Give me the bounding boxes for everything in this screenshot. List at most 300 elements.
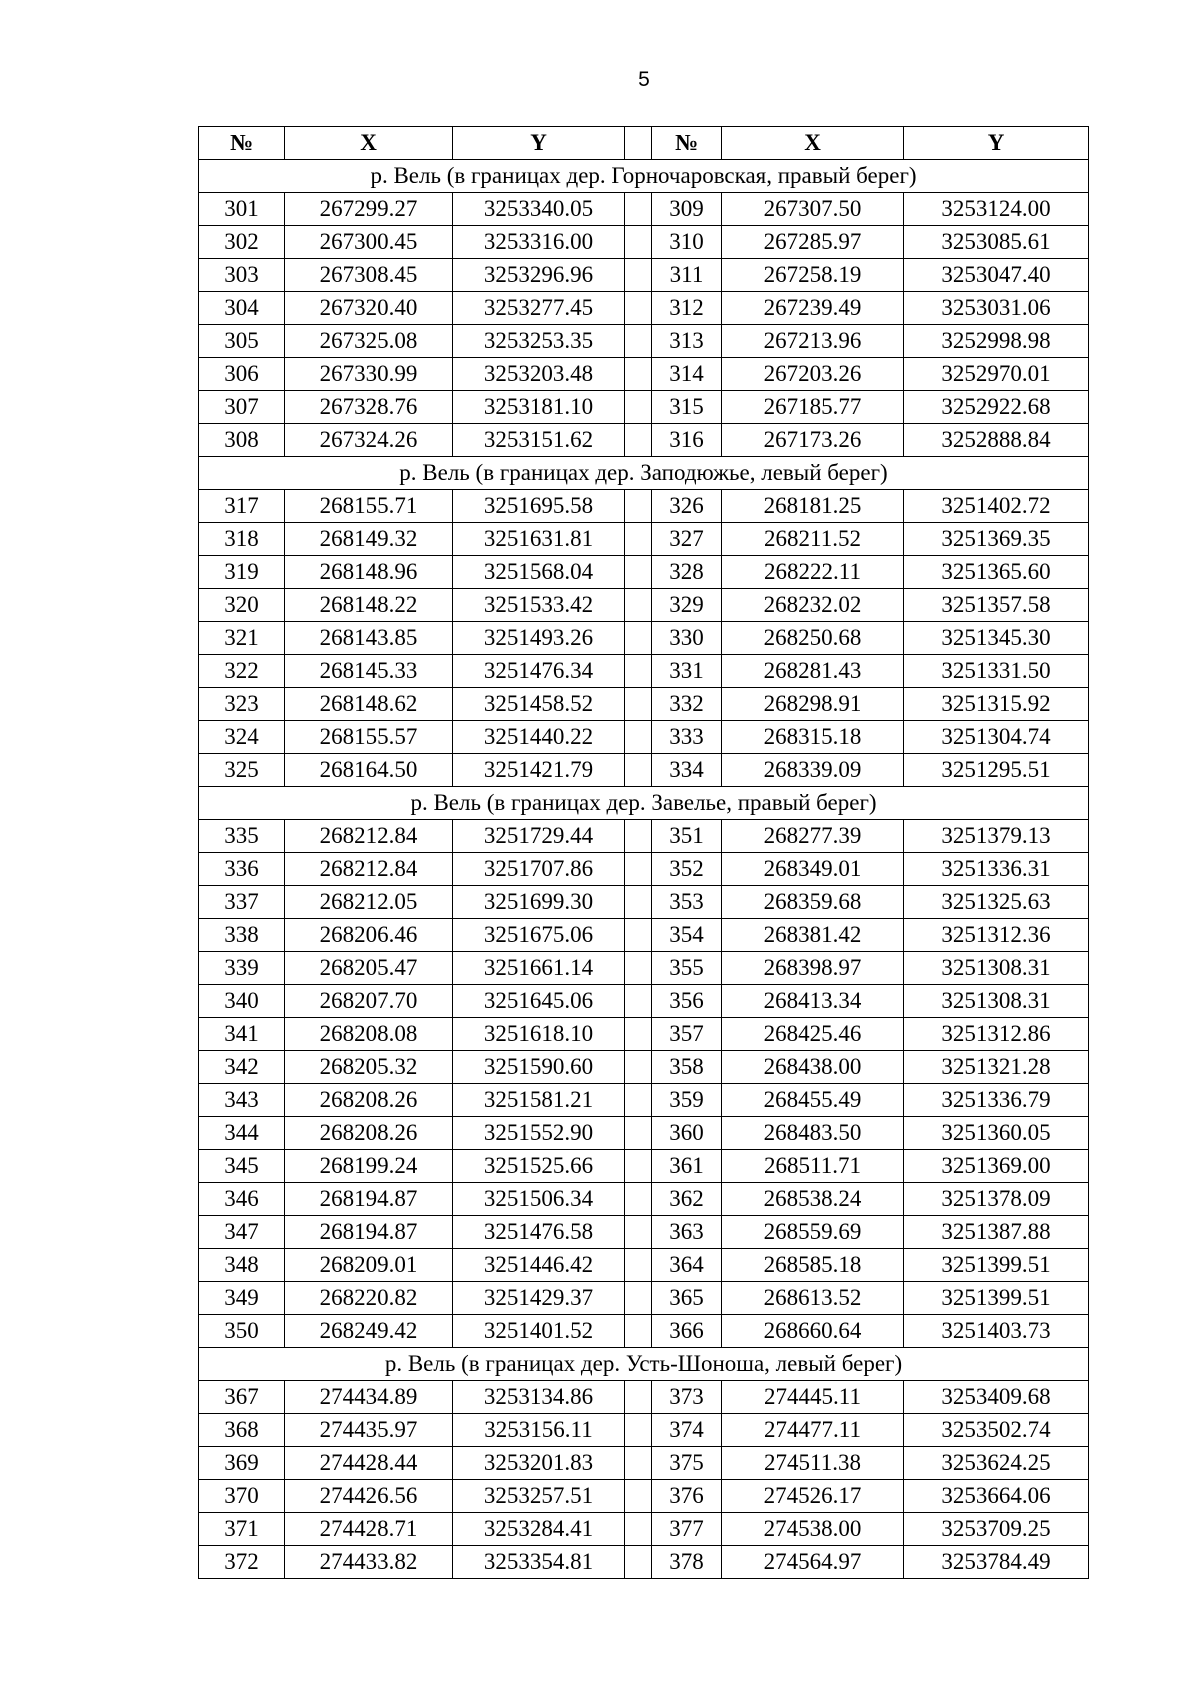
- table-row: [199, 1216, 1089, 1249]
- table-row: [199, 1546, 1089, 1579]
- table-row: [199, 226, 1089, 259]
- table-row: [199, 655, 1089, 688]
- table-row: [199, 523, 1089, 556]
- point-number-right: 374: [652, 1414, 722, 1447]
- x-coord-right: 268281.43: [722, 655, 904, 688]
- x-coord-left: 268206.46: [285, 919, 453, 952]
- spacer-cell: [625, 1381, 652, 1414]
- x-coord-right: 268181.25: [722, 490, 904, 523]
- x-coord-left: 268208.26: [285, 1084, 453, 1117]
- spacer-cell: [625, 1150, 652, 1183]
- point-number-right: 309: [652, 193, 722, 226]
- y-coord-right: 3253502.74: [904, 1414, 1089, 1447]
- point-number-left: 323: [199, 688, 285, 721]
- x-coord-right: 268222.11: [722, 556, 904, 589]
- point-number-left: 368: [199, 1414, 285, 1447]
- point-number-left: 302: [199, 226, 285, 259]
- y-coord-left: 3251446.42: [453, 1249, 625, 1282]
- x-coord-left: 274428.71: [285, 1513, 453, 1546]
- y-coord-right: 3251308.31: [904, 985, 1089, 1018]
- point-number-left: 349: [199, 1282, 285, 1315]
- spacer-cell: [625, 358, 652, 391]
- table-row: [199, 754, 1089, 787]
- point-number-right: 360: [652, 1117, 722, 1150]
- table-row: [199, 1183, 1089, 1216]
- y-coord-left: 3253134.86: [453, 1381, 625, 1414]
- x-coord-right: 274564.97: [722, 1546, 904, 1579]
- y-coord-left: 3251506.34: [453, 1183, 625, 1216]
- x-coord-left: 267300.45: [285, 226, 453, 259]
- point-number-left: 324: [199, 721, 285, 754]
- point-number-right: 363: [652, 1216, 722, 1249]
- x-coord-left: 267330.99: [285, 358, 453, 391]
- x-coord-right: 274445.11: [722, 1381, 904, 1414]
- point-number-right: 366: [652, 1315, 722, 1348]
- spacer-cell: [625, 622, 652, 655]
- y-coord-right: 3253624.25: [904, 1447, 1089, 1480]
- spacer-cell: [625, 1018, 652, 1051]
- point-number-right: 354: [652, 919, 722, 952]
- point-number-left: 321: [199, 622, 285, 655]
- spacer-cell: [625, 1480, 652, 1513]
- table-row: [199, 622, 1089, 655]
- x-coord-right: 268339.09: [722, 754, 904, 787]
- section-header-row: [199, 457, 1089, 490]
- section-title: р. Вель (в границах дер. Горночаровская, правый берег): [199, 160, 1089, 193]
- x-coord-right: 268381.42: [722, 919, 904, 952]
- point-number-left: 339: [199, 952, 285, 985]
- point-number-left: 322: [199, 655, 285, 688]
- y-coord-right: 3251379.13: [904, 820, 1089, 853]
- point-number-right: 351: [652, 820, 722, 853]
- x-coord-right: 267185.77: [722, 391, 904, 424]
- point-number-right: 361: [652, 1150, 722, 1183]
- x-coord-left: 267325.08: [285, 325, 453, 358]
- point-number-right: 311: [652, 259, 722, 292]
- x-coord-left: 268209.01: [285, 1249, 453, 1282]
- table-body: [199, 160, 1089, 1579]
- x-coord-right: 268298.91: [722, 688, 904, 721]
- y-coord-right: 3251325.63: [904, 886, 1089, 919]
- spacer-cell: [625, 754, 652, 787]
- x-coord-left: 268205.32: [285, 1051, 453, 1084]
- spacer-cell: [625, 820, 652, 853]
- x-coord-left: 268148.22: [285, 589, 453, 622]
- y-coord-right: 3251402.72: [904, 490, 1089, 523]
- spacer-cell: [625, 1315, 652, 1348]
- point-number-right: 373: [652, 1381, 722, 1414]
- point-number-left: 317: [199, 490, 285, 523]
- x-coord-right: 267239.49: [722, 292, 904, 325]
- x-coord-left: 267324.26: [285, 424, 453, 457]
- y-coord-right: 3251336.79: [904, 1084, 1089, 1117]
- point-number-left: 306: [199, 358, 285, 391]
- point-number-right: 329: [652, 589, 722, 622]
- x-coord-right: 274511.38: [722, 1447, 904, 1480]
- section-title: р. Вель (в границах дер. Усть-Шоноша, левый берег): [199, 1348, 1089, 1381]
- y-coord-right: 3251360.05: [904, 1117, 1089, 1150]
- point-number-right: 328: [652, 556, 722, 589]
- x-coord-right: 267258.19: [722, 259, 904, 292]
- y-coord-left: 3253284.41: [453, 1513, 625, 1546]
- y-coord-left: 3253354.81: [453, 1546, 625, 1579]
- spacer-cell: [625, 721, 652, 754]
- point-number-left: 342: [199, 1051, 285, 1084]
- y-coord-left: 3253201.83: [453, 1447, 625, 1480]
- x-coord-right: 268585.18: [722, 1249, 904, 1282]
- y-coord-left: 3251525.66: [453, 1150, 625, 1183]
- point-number-right: 356: [652, 985, 722, 1018]
- x-coord-left: 268155.71: [285, 490, 453, 523]
- x-coord-left: 274426.56: [285, 1480, 453, 1513]
- y-coord-left: 3251476.58: [453, 1216, 625, 1249]
- point-number-right: 313: [652, 325, 722, 358]
- spacer-cell: [625, 1183, 652, 1216]
- y-coord-left: 3251429.37: [453, 1282, 625, 1315]
- point-number-left: 307: [199, 391, 285, 424]
- section-title: р. Вель (в границах дер. Заподюжье, левый берег): [199, 457, 1089, 490]
- point-number-right: 331: [652, 655, 722, 688]
- table-row: [199, 985, 1089, 1018]
- x-coord-left: 274434.89: [285, 1381, 453, 1414]
- y-coord-right: 3251387.88: [904, 1216, 1089, 1249]
- point-number-right: 315: [652, 391, 722, 424]
- spacer-cell: [625, 952, 652, 985]
- x-coord-left: 268212.84: [285, 820, 453, 853]
- spacer-cell: [625, 1084, 652, 1117]
- spacer-cell: [625, 226, 652, 259]
- page-number: 5: [638, 68, 650, 91]
- x-coord-left: 268148.96: [285, 556, 453, 589]
- y-coord-left: 3253340.05: [453, 193, 625, 226]
- point-number-right: 377: [652, 1513, 722, 1546]
- table-row: [199, 820, 1089, 853]
- spacer-cell: [625, 589, 652, 622]
- point-number-left: 338: [199, 919, 285, 952]
- y-coord-left: 3251458.52: [453, 688, 625, 721]
- spacer-cell: [625, 1249, 652, 1282]
- x-coord-right: 268232.02: [722, 589, 904, 622]
- point-number-left: 320: [199, 589, 285, 622]
- point-number-right: 326: [652, 490, 722, 523]
- y-coord-right: 3253031.06: [904, 292, 1089, 325]
- point-number-left: 318: [199, 523, 285, 556]
- header-spacer: [625, 127, 652, 160]
- point-number-left: 325: [199, 754, 285, 787]
- y-coord-left: 3251661.14: [453, 952, 625, 985]
- spacer-cell: [625, 1282, 652, 1315]
- y-coord-left: 3251729.44: [453, 820, 625, 853]
- x-coord-left: 268208.08: [285, 1018, 453, 1051]
- point-number-right: 375: [652, 1447, 722, 1480]
- spacer-cell: [625, 490, 652, 523]
- spacer-cell: [625, 688, 652, 721]
- table-row: [199, 490, 1089, 523]
- x-coord-left: 268249.42: [285, 1315, 453, 1348]
- point-number-right: 357: [652, 1018, 722, 1051]
- point-number-left: 335: [199, 820, 285, 853]
- x-coord-right: 268398.97: [722, 952, 904, 985]
- x-coord-right: 268438.00: [722, 1051, 904, 1084]
- header-y-left: Y: [453, 127, 625, 160]
- point-number-right: 334: [652, 754, 722, 787]
- point-number-right: 332: [652, 688, 722, 721]
- x-coord-left: 274428.44: [285, 1447, 453, 1480]
- table-row: [199, 1150, 1089, 1183]
- point-number-right: 355: [652, 952, 722, 985]
- table-row: [199, 589, 1089, 622]
- spacer-cell: [625, 1414, 652, 1447]
- x-coord-right: 268613.52: [722, 1282, 904, 1315]
- y-coord-left: 3251581.21: [453, 1084, 625, 1117]
- y-coord-left: 3251421.79: [453, 754, 625, 787]
- x-coord-left: 267328.76: [285, 391, 453, 424]
- y-coord-left: 3251675.06: [453, 919, 625, 952]
- point-number-left: 303: [199, 259, 285, 292]
- x-coord-right: 274526.17: [722, 1480, 904, 1513]
- point-number-left: 371: [199, 1513, 285, 1546]
- point-number-left: 336: [199, 853, 285, 886]
- point-number-right: 312: [652, 292, 722, 325]
- spacer-cell: [625, 886, 652, 919]
- x-coord-right: 274477.11: [722, 1414, 904, 1447]
- x-coord-right: 267213.96: [722, 325, 904, 358]
- y-coord-left: 3251476.34: [453, 655, 625, 688]
- table-header-row: [199, 127, 1089, 160]
- point-number-right: 353: [652, 886, 722, 919]
- x-coord-right: 268315.18: [722, 721, 904, 754]
- y-coord-right: 3253784.49: [904, 1546, 1089, 1579]
- x-coord-left: 268164.50: [285, 754, 453, 787]
- x-coord-left: 274435.97: [285, 1414, 453, 1447]
- y-coord-left: 3253203.48: [453, 358, 625, 391]
- spacer-cell: [625, 325, 652, 358]
- spacer-cell: [625, 1447, 652, 1480]
- y-coord-right: 3252998.98: [904, 325, 1089, 358]
- y-coord-right: 3251369.00: [904, 1150, 1089, 1183]
- table-row: [199, 1084, 1089, 1117]
- point-number-left: 304: [199, 292, 285, 325]
- header-number-left: №: [199, 127, 285, 160]
- x-coord-right: 268425.46: [722, 1018, 904, 1051]
- header-x-left: X: [285, 127, 453, 160]
- x-coord-right: 268483.50: [722, 1117, 904, 1150]
- x-coord-left: 268149.32: [285, 523, 453, 556]
- y-coord-right: 3251336.31: [904, 853, 1089, 886]
- x-coord-right: 267285.97: [722, 226, 904, 259]
- y-coord-right: 3251378.09: [904, 1183, 1089, 1216]
- y-coord-right: 3251399.51: [904, 1249, 1089, 1282]
- y-coord-left: 3253181.10: [453, 391, 625, 424]
- x-coord-left: 268208.26: [285, 1117, 453, 1150]
- table-row: [199, 1315, 1089, 1348]
- y-coord-left: 3251590.60: [453, 1051, 625, 1084]
- x-coord-left: 268155.57: [285, 721, 453, 754]
- x-coord-left: 268205.47: [285, 952, 453, 985]
- x-coord-left: 267320.40: [285, 292, 453, 325]
- y-coord-right: 3251321.28: [904, 1051, 1089, 1084]
- table-row: [199, 919, 1089, 952]
- x-coord-right: 274538.00: [722, 1513, 904, 1546]
- point-number-left: 348: [199, 1249, 285, 1282]
- point-number-left: 345: [199, 1150, 285, 1183]
- x-coord-right: 268359.68: [722, 886, 904, 919]
- spacer-cell: [625, 1051, 652, 1084]
- y-coord-right: 3251308.31: [904, 952, 1089, 985]
- y-coord-left: 3253151.62: [453, 424, 625, 457]
- coordinates-table: [198, 126, 1089, 1579]
- spacer-cell: [625, 1117, 652, 1150]
- table-row: [199, 886, 1089, 919]
- table-row: [199, 193, 1089, 226]
- table-row: [199, 1117, 1089, 1150]
- y-coord-left: 3251645.06: [453, 985, 625, 1018]
- point-number-right: 330: [652, 622, 722, 655]
- point-number-left: 305: [199, 325, 285, 358]
- y-coord-right: 3251365.60: [904, 556, 1089, 589]
- spacer-cell: [625, 292, 652, 325]
- y-coord-right: 3251403.73: [904, 1315, 1089, 1348]
- point-number-right: 352: [652, 853, 722, 886]
- point-number-right: 362: [652, 1183, 722, 1216]
- section-header-row: [199, 1348, 1089, 1381]
- x-coord-right: 268211.52: [722, 523, 904, 556]
- y-coord-left: 3253296.96: [453, 259, 625, 292]
- point-number-right: 358: [652, 1051, 722, 1084]
- point-number-left: 344: [199, 1117, 285, 1150]
- spacer-cell: [625, 523, 652, 556]
- point-number-left: 337: [199, 886, 285, 919]
- section-header-row: [199, 160, 1089, 193]
- x-coord-left: 268212.05: [285, 886, 453, 919]
- y-coord-left: 3251631.81: [453, 523, 625, 556]
- table-row: [199, 292, 1089, 325]
- spacer-cell: [625, 985, 652, 1018]
- x-coord-left: 268148.62: [285, 688, 453, 721]
- y-coord-right: 3251295.51: [904, 754, 1089, 787]
- point-number-left: 370: [199, 1480, 285, 1513]
- table-row: [199, 556, 1089, 589]
- table-row: [199, 952, 1089, 985]
- y-coord-right: 3253664.06: [904, 1480, 1089, 1513]
- point-number-left: 350: [199, 1315, 285, 1348]
- table-row: [199, 1381, 1089, 1414]
- y-coord-right: 3251315.92: [904, 688, 1089, 721]
- point-number-left: 308: [199, 424, 285, 457]
- x-coord-left: 268207.70: [285, 985, 453, 1018]
- spacer-cell: [625, 919, 652, 952]
- x-coord-right: 267307.50: [722, 193, 904, 226]
- y-coord-left: 3251707.86: [453, 853, 625, 886]
- y-coord-right: 3252970.01: [904, 358, 1089, 391]
- header-y-right: Y: [904, 127, 1089, 160]
- x-coord-right: 268413.34: [722, 985, 904, 1018]
- table-row: [199, 1513, 1089, 1546]
- section-header-row: [199, 787, 1089, 820]
- x-coord-left: 268145.33: [285, 655, 453, 688]
- x-coord-right: 268538.24: [722, 1183, 904, 1216]
- y-coord-right: 3252888.84: [904, 424, 1089, 457]
- x-coord-left: 268199.24: [285, 1150, 453, 1183]
- header-number-right: №: [652, 127, 722, 160]
- x-coord-left: 268212.84: [285, 853, 453, 886]
- table-row: [199, 853, 1089, 886]
- x-coord-left: 267308.45: [285, 259, 453, 292]
- spacer-cell: [625, 1546, 652, 1579]
- spacer-cell: [625, 259, 652, 292]
- table-row: [199, 1447, 1089, 1480]
- table-row: [199, 688, 1089, 721]
- x-coord-left: 268194.87: [285, 1183, 453, 1216]
- point-number-right: 310: [652, 226, 722, 259]
- table-row: [199, 358, 1089, 391]
- table-row: [199, 1249, 1089, 1282]
- x-coord-left: 274433.82: [285, 1546, 453, 1579]
- y-coord-left: 3253253.35: [453, 325, 625, 358]
- point-number-left: 340: [199, 985, 285, 1018]
- point-number-left: 341: [199, 1018, 285, 1051]
- y-coord-right: 3253409.68: [904, 1381, 1089, 1414]
- point-number-right: 359: [652, 1084, 722, 1117]
- table-row: [199, 391, 1089, 424]
- y-coord-right: 3253085.61: [904, 226, 1089, 259]
- x-coord-right: 268349.01: [722, 853, 904, 886]
- point-number-left: 369: [199, 1447, 285, 1480]
- y-coord-left: 3251401.52: [453, 1315, 625, 1348]
- point-number-right: 364: [652, 1249, 722, 1282]
- point-number-right: 365: [652, 1282, 722, 1315]
- y-coord-right: 3251357.58: [904, 589, 1089, 622]
- y-coord-right: 3251331.50: [904, 655, 1089, 688]
- y-coord-left: 3251552.90: [453, 1117, 625, 1150]
- x-coord-right: 268660.64: [722, 1315, 904, 1348]
- y-coord-right: 3252922.68: [904, 391, 1089, 424]
- point-number-right: 333: [652, 721, 722, 754]
- spacer-cell: [625, 424, 652, 457]
- y-coord-right: 3251304.74: [904, 721, 1089, 754]
- y-coord-left: 3251493.26: [453, 622, 625, 655]
- table-row: [199, 1414, 1089, 1447]
- x-coord-right: 268559.69: [722, 1216, 904, 1249]
- point-number-left: 372: [199, 1546, 285, 1579]
- header-x-right: X: [722, 127, 904, 160]
- y-coord-left: 3251699.30: [453, 886, 625, 919]
- y-coord-right: 3251399.51: [904, 1282, 1089, 1315]
- table-row: [199, 721, 1089, 754]
- spacer-cell: [625, 655, 652, 688]
- table-row: [199, 1480, 1089, 1513]
- y-coord-right: 3251345.30: [904, 622, 1089, 655]
- point-number-left: 347: [199, 1216, 285, 1249]
- spacer-cell: [625, 391, 652, 424]
- point-number-right: 316: [652, 424, 722, 457]
- point-number-left: 346: [199, 1183, 285, 1216]
- spacer-cell: [625, 556, 652, 589]
- y-coord-right: 3253124.00: [904, 193, 1089, 226]
- spacer-cell: [625, 193, 652, 226]
- spacer-cell: [625, 853, 652, 886]
- point-number-right: 327: [652, 523, 722, 556]
- x-coord-right: 268250.68: [722, 622, 904, 655]
- point-number-right: 314: [652, 358, 722, 391]
- y-coord-left: 3251440.22: [453, 721, 625, 754]
- y-coord-left: 3251618.10: [453, 1018, 625, 1051]
- y-coord-left: 3251695.58: [453, 490, 625, 523]
- x-coord-right: 267203.26: [722, 358, 904, 391]
- x-coord-left: 268143.85: [285, 622, 453, 655]
- y-coord-right: 3253709.25: [904, 1513, 1089, 1546]
- table-row: [199, 1018, 1089, 1051]
